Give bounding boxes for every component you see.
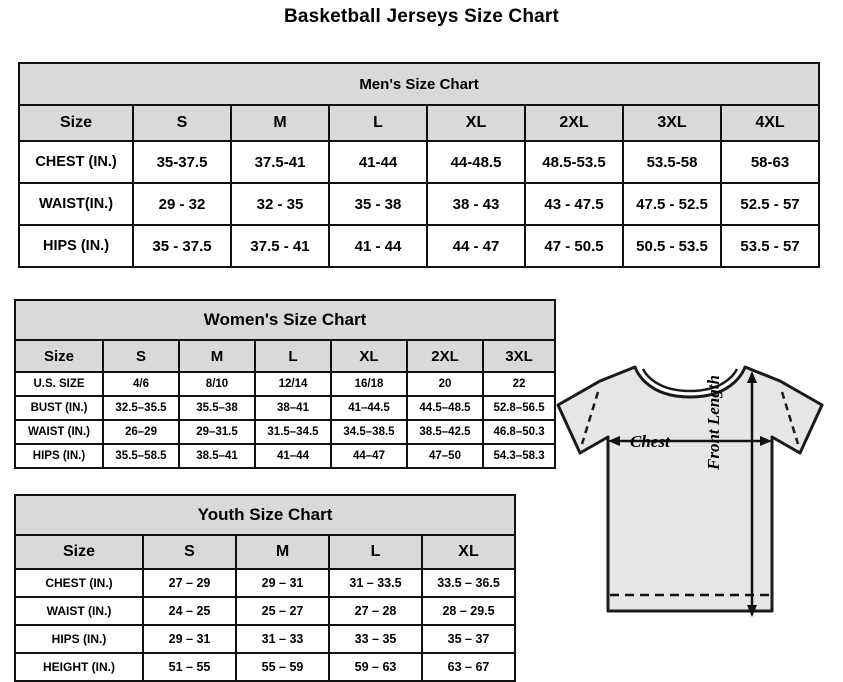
table-row [15, 653, 515, 681]
column-header-2xl: 2XL [525, 105, 623, 141]
cell-waist-s: 26–29 [103, 420, 179, 444]
table-caption-row [15, 300, 555, 340]
cell-bust-l: 38–41 [255, 396, 331, 420]
cell-waist-m: 25 – 27 [236, 597, 329, 625]
cell-waist-m: 32 - 35 [231, 183, 329, 225]
cell-chest-xl: 44-48.5 [427, 141, 525, 183]
cell-hips-m: 37.5 - 41 [231, 225, 329, 267]
row-label-chest: CHEST (IN.) [19, 141, 133, 183]
cell-ussize-m: 8/10 [179, 372, 255, 396]
table-row [19, 225, 819, 267]
cell-chest-4xl: 58-63 [721, 141, 819, 183]
table-row [15, 372, 555, 396]
row-label-us-size: U.S. SIZE [15, 372, 103, 396]
table-row [19, 141, 819, 183]
cell-chest-2xl: 48.5-53.5 [525, 141, 623, 183]
cell-hips-l: 41–44 [255, 444, 331, 468]
cell-hips-m: 38.5–41 [179, 444, 255, 468]
mens-chart-caption: Men's Size Chart [19, 63, 819, 105]
column-header-size: Size [19, 105, 133, 141]
table-header-row [15, 340, 555, 372]
cell-waist-s: 29 - 32 [133, 183, 231, 225]
table-caption-row [19, 63, 819, 105]
table-row [15, 444, 555, 468]
youth-chart-caption: Youth Size Chart [15, 495, 515, 535]
row-label-hips: HIPS (IN.) [15, 625, 143, 653]
cell-waist-l: 35 - 38 [329, 183, 427, 225]
cell-waist-xl: 38 - 43 [427, 183, 525, 225]
table-row [15, 420, 555, 444]
cell-bust-xl: 41–44.5 [331, 396, 407, 420]
chest-measurement-label: Chest [630, 432, 670, 451]
cell-ussize-3xl: 22 [483, 372, 555, 396]
column-header-m: M [179, 340, 255, 372]
table-row [15, 396, 555, 420]
column-header-m: M [231, 105, 329, 141]
cell-ussize-l: 12/14 [255, 372, 331, 396]
cell-height-m: 55 – 59 [236, 653, 329, 681]
page-title: Basketball Jerseys Size Chart [283, 6, 560, 27]
column-header-s: S [133, 105, 231, 141]
cell-ussize-2xl: 20 [407, 372, 483, 396]
row-label-hips: HIPS (IN.) [15, 444, 103, 468]
column-header-s: S [103, 340, 179, 372]
cell-waist-3xl: 47.5 - 52.5 [623, 183, 721, 225]
table-header-row [19, 105, 819, 141]
column-header-m: M [236, 535, 329, 569]
table-caption-row [15, 495, 515, 535]
row-label-bust: BUST (IN.) [15, 396, 103, 420]
cell-bust-2xl: 44.5–48.5 [407, 396, 483, 420]
column-header-2xl: 2XL [407, 340, 483, 372]
table-row [15, 597, 515, 625]
cell-chest-s: 35-37.5 [133, 141, 231, 183]
table-row [15, 569, 515, 597]
cell-waist-l: 27 – 28 [329, 597, 422, 625]
row-label-chest: CHEST (IN.) [15, 569, 143, 597]
front-length-measurement-label: Front Length [704, 375, 723, 470]
cell-waist-4xl: 52.5 - 57 [721, 183, 819, 225]
cell-hips-xl: 44–47 [331, 444, 407, 468]
cell-hips-2xl: 47–50 [407, 444, 483, 468]
cell-height-xl: 63 – 67 [422, 653, 515, 681]
column-header-l: L [329, 105, 427, 141]
cell-hips-l: 33 – 35 [329, 625, 422, 653]
cell-hips-xl: 44 - 47 [427, 225, 525, 267]
cell-height-s: 51 – 55 [143, 653, 236, 681]
column-header-size: Size [15, 535, 143, 569]
cell-chest-m: 37.5-41 [231, 141, 329, 183]
column-header-xl: XL [422, 535, 515, 569]
column-header-xl: XL [331, 340, 407, 372]
column-header-4xl: 4XL [721, 105, 819, 141]
table-row [19, 183, 819, 225]
cell-hips-4xl: 53.5 - 57 [721, 225, 819, 267]
cell-height-l: 59 – 63 [329, 653, 422, 681]
column-header-xl: XL [427, 105, 525, 141]
cell-hips-2xl: 47 - 50.5 [525, 225, 623, 267]
cell-waist-s: 24 – 25 [143, 597, 236, 625]
jersey-diagram [540, 345, 840, 665]
cell-bust-s: 32.5–35.5 [103, 396, 179, 420]
cell-chest-l: 41-44 [329, 141, 427, 183]
cell-hips-s: 29 – 31 [143, 625, 236, 653]
row-label-height: HEIGHT (IN.) [15, 653, 143, 681]
cell-waist-xl: 34.5–38.5 [331, 420, 407, 444]
cell-bust-3xl: 52.8–56.5 [483, 396, 555, 420]
cell-hips-s: 35.5–58.5 [103, 444, 179, 468]
row-label-waist: WAIST(IN.) [19, 183, 133, 225]
cell-ussize-xl: 16/18 [331, 372, 407, 396]
womens-chart-caption: Women's Size Chart [15, 300, 555, 340]
cell-waist-l: 31.5–34.5 [255, 420, 331, 444]
column-header-size: Size [15, 340, 103, 372]
cell-hips-l: 41 - 44 [329, 225, 427, 267]
cell-chest-3xl: 53.5-58 [623, 141, 721, 183]
column-header-l: L [329, 535, 422, 569]
cell-chest-s: 27 – 29 [143, 569, 236, 597]
column-header-s: S [143, 535, 236, 569]
column-header-3xl: 3XL [483, 340, 555, 372]
cell-waist-2xl: 38.5–42.5 [407, 420, 483, 444]
youth-size-chart-table [14, 494, 516, 682]
cell-chest-m: 29 – 31 [236, 569, 329, 597]
row-label-hips: HIPS (IN.) [19, 225, 133, 267]
cell-chest-xl: 33.5 – 36.5 [422, 569, 515, 597]
table-row [15, 625, 515, 653]
cell-bust-m: 35.5–38 [179, 396, 255, 420]
column-header-3xl: 3XL [623, 105, 721, 141]
cell-hips-xl: 35 – 37 [422, 625, 515, 653]
womens-size-chart-table [14, 299, 556, 469]
row-label-waist: WAIST (IN.) [15, 597, 143, 625]
table-header-row [15, 535, 515, 569]
cell-hips-3xl: 54.3–58.3 [483, 444, 555, 468]
mens-size-chart-table [18, 62, 820, 268]
cell-waist-3xl: 46.8–50.3 [483, 420, 555, 444]
cell-waist-xl: 28 – 29.5 [422, 597, 515, 625]
cell-ussize-s: 4/6 [103, 372, 179, 396]
cell-waist-2xl: 43 - 47.5 [525, 183, 623, 225]
cell-hips-s: 35 - 37.5 [133, 225, 231, 267]
cell-hips-3xl: 50.5 - 53.5 [623, 225, 721, 267]
column-header-l: L [255, 340, 331, 372]
cell-waist-m: 29–31.5 [179, 420, 255, 444]
cell-hips-m: 31 – 33 [236, 625, 329, 653]
cell-chest-l: 31 – 33.5 [329, 569, 422, 597]
row-label-waist: WAIST (IN.) [15, 420, 103, 444]
